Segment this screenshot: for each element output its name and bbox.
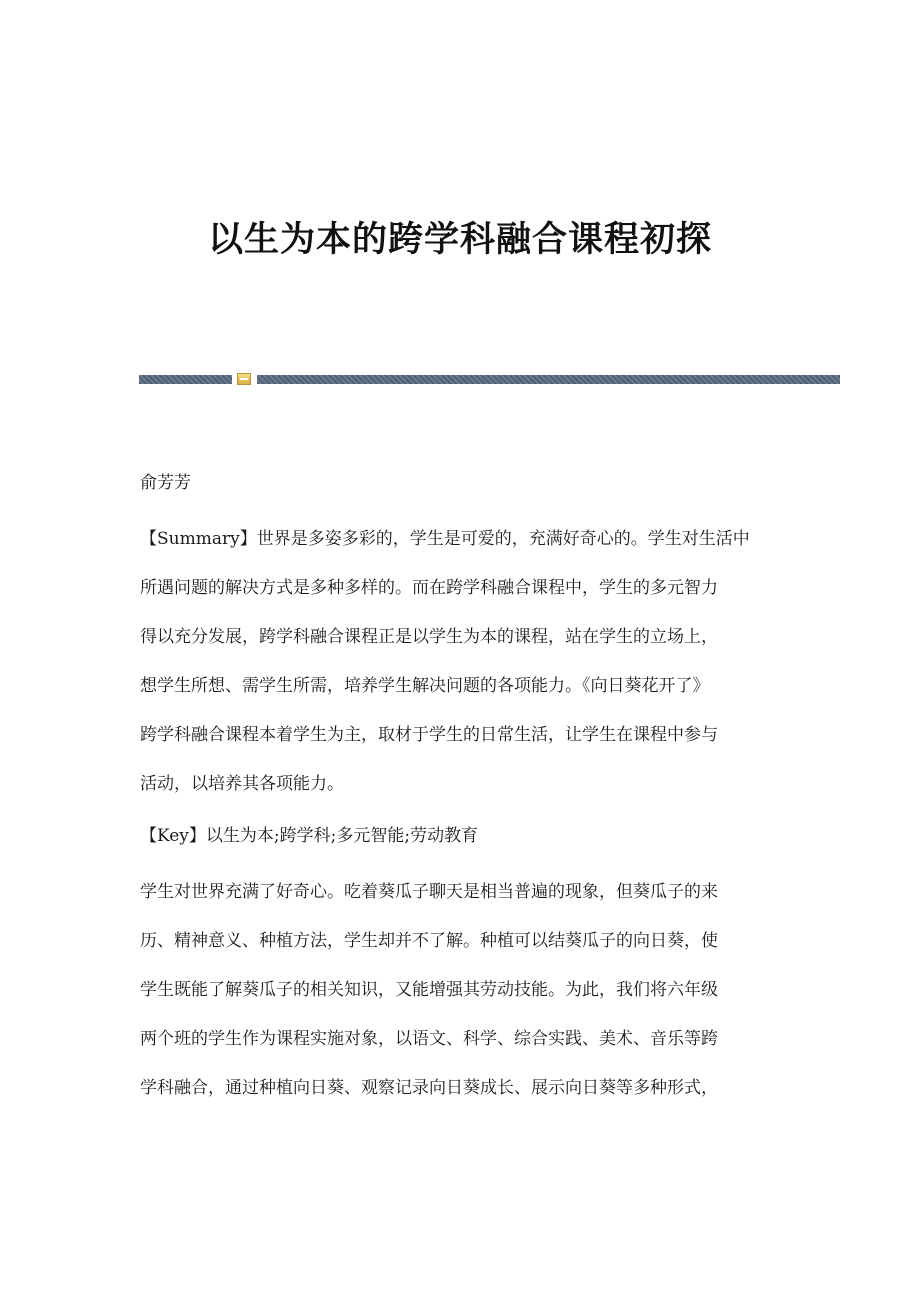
divider-ornament-icon: [237, 373, 251, 385]
summary-line: 得以充分发展，跨学科融合课程正是以学生为本的课程，站在学生的立场上，: [140, 627, 718, 647]
summary-line: 【Summary】世界是多姿多彩的，学生是可爱的，充满好奇心的。学生对生活中: [140, 529, 750, 549]
keywords-line: 【Key】以生为本;跨学科;多元智能;劳动教育: [140, 826, 479, 846]
body-line: 历、精神意义、种植方法，学生却并不了解。种植可以结葵瓜子的向日葵，使: [140, 931, 718, 951]
summary-line: 想学生所想、需学生所需，培养学生解决问题的各项能力。《向日葵花开了》: [140, 676, 710, 696]
summary-line: 跨学科融合课程本着学生为主，取材于学生的日常生活，让学生在课程中参与: [140, 725, 718, 745]
summary-line: 所遇问题的解决方式是多种多样的。而在跨学科融合课程中，学生的多元智力: [140, 578, 718, 598]
body-line: 学科融合，通过种植向日葵、观察记录向日葵成长、展示向日葵等多种形式，: [140, 1078, 718, 1098]
divider-bar-left: [139, 375, 232, 384]
document-title: 以生为本的跨学科融合课程初探: [207, 219, 712, 260]
body-line: 学生对世界充满了好奇心。吃着葵瓜子聊天是相当普遍的现象，但葵瓜子的来: [140, 882, 718, 902]
summary-line: 活动，以培养其各项能力。: [140, 774, 344, 794]
body-line: 两个班的学生作为课程实施对象，以语文、科学、综合实践、美术、音乐等跨: [140, 1029, 718, 1049]
author-name: 俞芳芳: [140, 473, 191, 493]
title-divider: [139, 375, 840, 384]
body-line: 学生既能了解葵瓜子的相关知识，又能增强其劳动技能。为此，我们将六年级: [140, 980, 718, 1000]
divider-bar-right: [257, 375, 840, 384]
